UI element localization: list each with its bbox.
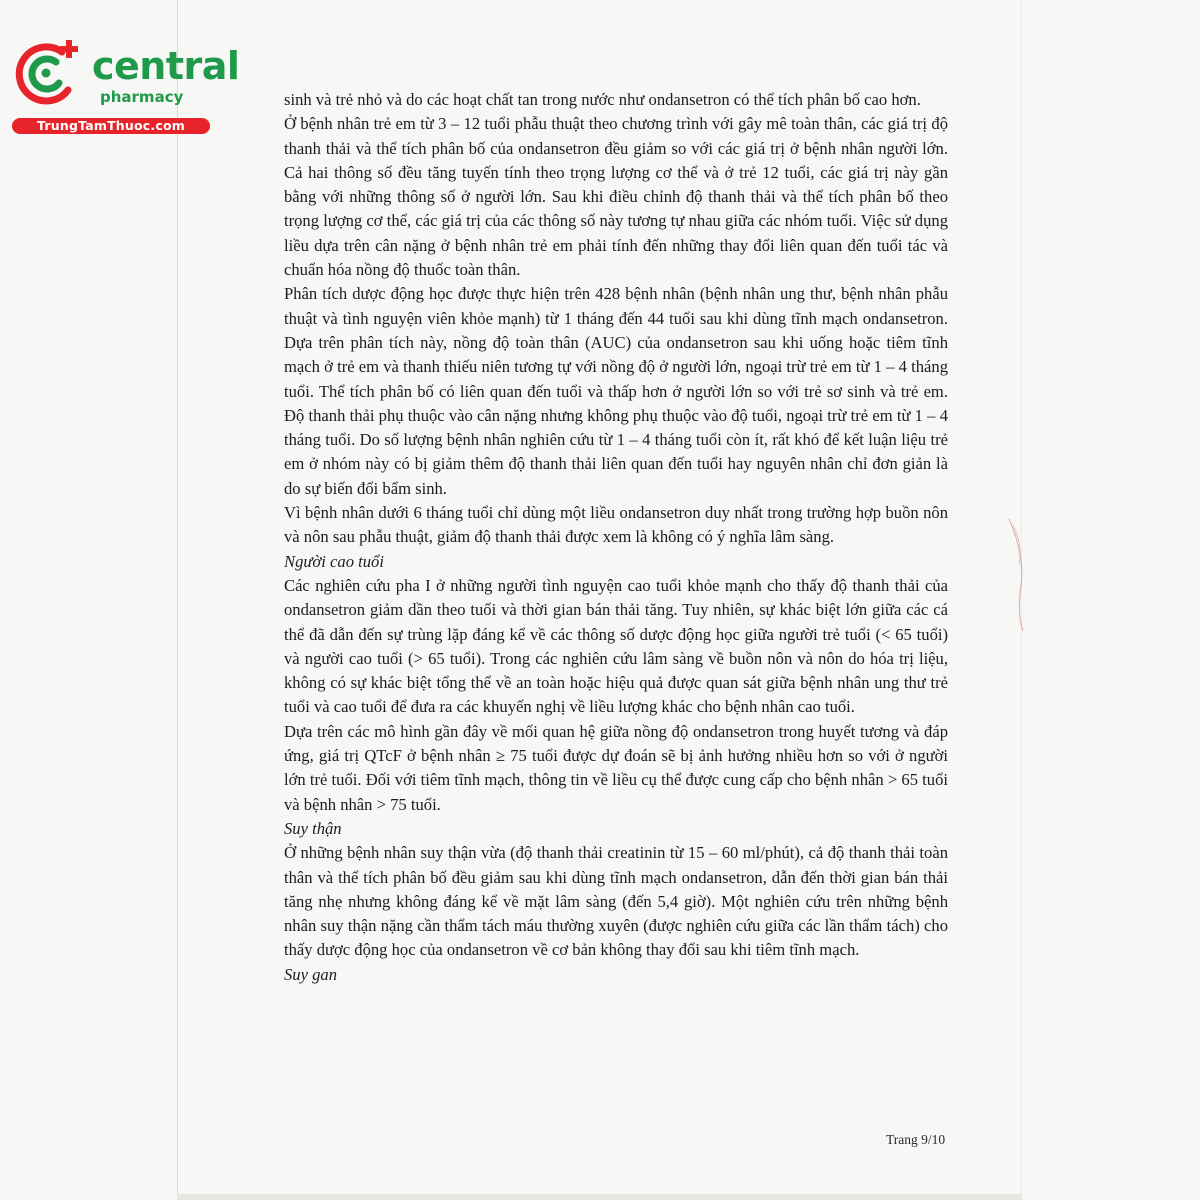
logo-name: central: [92, 44, 240, 88]
paragraph: Dựa trên các mô hình gần đây về mối quan hệ giữa nồng độ ondansetron trong huyết tương và đáp ứng, giá trị QTcF ở bệnh nhân ≥ 75 tuổi được dự đoán sẽ bị ảnh hưởng nhiều hơn so với ở người lớn trẻ tuổi. Đối với tiêm tĩnh mạch, thông tin về liều cụ thể được cung cấp cho bệnh nhân > 65 tuổi và bệnh nhân > 75 tuổi.: [284, 721, 948, 814]
central-pharmacy-logo: [10, 38, 240, 138]
paragraph: Ở bệnh nhân trẻ em từ 3 – 12 tuổi phẫu thuật theo chương trình với gây mê toàn thân, các giá trị độ thanh thải và thể tích phân bố của ondansetron đều giảm so với các giá trị ở bệnh nhân người lớn. Cả hai thông số đều tăng tuyến tính theo trọng lượng cơ thể và ở trẻ 12 tuổi, các giá trị này gần bằng với những thông số ở người lớn. Sau khi điều chỉnh độ thanh thải và thể tích phân bố theo trọng lượng cơ thể, các giá trị của các thông số này tương tự nhau giữa các nhóm tuổi. Việc sử dụng liều dựa trên cân nặng ở bệnh nhân trẻ em phải tính đến những thay đổi liên quan đến tuổi tác và chuẩn hóa nồng độ thuốc toàn thân.: [284, 114, 948, 280]
logo-subtitle: pharmacy: [100, 88, 184, 106]
scan-bottom-edge: [177, 1194, 1022, 1200]
paragraph: Ở những bệnh nhân suy thận vừa (độ thanh thải creatinin từ 15 – 60 ml/phút), cả độ thanh thải toàn thân và thể tích phân bố đều giảm sau khi dùng tĩnh mạch ondansetron, dẫn đến thời gian bán thải tăng nhẹ nhưng không đáng kể về mặt lâm sàng (đến 5,4 giờ). Một nghiên cứu trên những bệnh nhân suy thận nặng cần thẩm tách máu thường xuyên (được nghiên cứu giữa các lần thẩm tách) cho thấy dược động học của ondansetron về cơ bản không thay đổi sau khi tiêm tĩnh mạch.: [284, 843, 948, 960]
section-heading: Người cao tuổi: [284, 551, 384, 571]
section-heading: Suy gan: [284, 964, 337, 984]
logo-c-plus-icon: [10, 38, 88, 110]
paragraph: Các nghiên cứu pha I ở những người tình nguyện cao tuổi khỏe mạnh cho thấy độ thanh thải của ondansetron giảm dần theo tuổi và thời gian bán thải tăng. Tuy nhiên, sự khác biệt lớn giữa các cá thể đã dẫn đến sự trùng lặp đáng kể về các thông số dược động học giữa người trẻ tuổi (< 65 tuổi) và người cao tuổi (> 65 tuổi). Trong các nghiên cứu lâm sàng về buồn nôn và nôn do hóa trị liệu, không có sự khác biệt tổng thể về an toàn hoặc hiệu quả được quan sát giữa bệnh nhân ung thư trẻ tuổi và cao tuổi để đưa ra các khuyến nghị về liều lượng khác cho bệnh nhân cao tuổi.: [284, 575, 948, 717]
paragraph: Vì bệnh nhân dưới 6 tháng tuổi chỉ dùng một liều ondansetron duy nhất trong trường hợp buồn nôn và nôn sau phẫu thuật, giảm độ thanh thải được xem là không có ý nghĩa lâm sàng.: [284, 503, 948, 547]
page-number: Trang 9/10: [886, 1132, 946, 1147]
paragraph: sinh và trẻ nhỏ và do các hoạt chất tan trong nước như ondansetron có thể tích phân bố cao hơn.: [284, 90, 921, 109]
section-heading: Suy thận: [284, 818, 342, 838]
document-body: [284, 88, 948, 987]
partial-stamp: [1005, 515, 1027, 635]
paragraph: Phân tích dược động học được thực hiện trên 428 bệnh nhân (bệnh nhân ung thư, bệnh nhân phẫu thuật và tình nguyện viên khỏe mạnh) từ 1 tháng đến 44 tuổi sau khi dùng tĩnh mạch ondansetron. Dựa trên phân tích này, nồng độ toàn thân (AUC) của ondansetron sau khi uống hoặc tiêm tĩnh mạch ở trẻ em và thanh thiếu niên tương tự với nồng độ ở người lớn, ngoại trừ trẻ em từ 1 – 4 tháng tuổi. Thể tích phân bố có liên quan đến tuổi và thấp hơn ở người lớn so với trẻ sơ sinh và trẻ em. Độ thanh thải phụ thuộc vào cân nặng nhưng không phụ thuộc vào độ tuổi, ngoại trừ trẻ em từ 1 – 4 tháng tuổi. Do số lượng bệnh nhân nghiên cứu từ 1 – 4 tháng tuổi còn ít, rất khó để kết luận liệu trẻ em ở nhóm này có bị giảm thêm độ thanh thải liên quan đến tuổi hay nguyên nhân chỉ đơn giản là do sự biến đổi bẩm sinh.: [284, 284, 948, 498]
scan-fold-line: [177, 0, 178, 1200]
logo-banner: TrungTamThuoc.com: [12, 118, 210, 134]
